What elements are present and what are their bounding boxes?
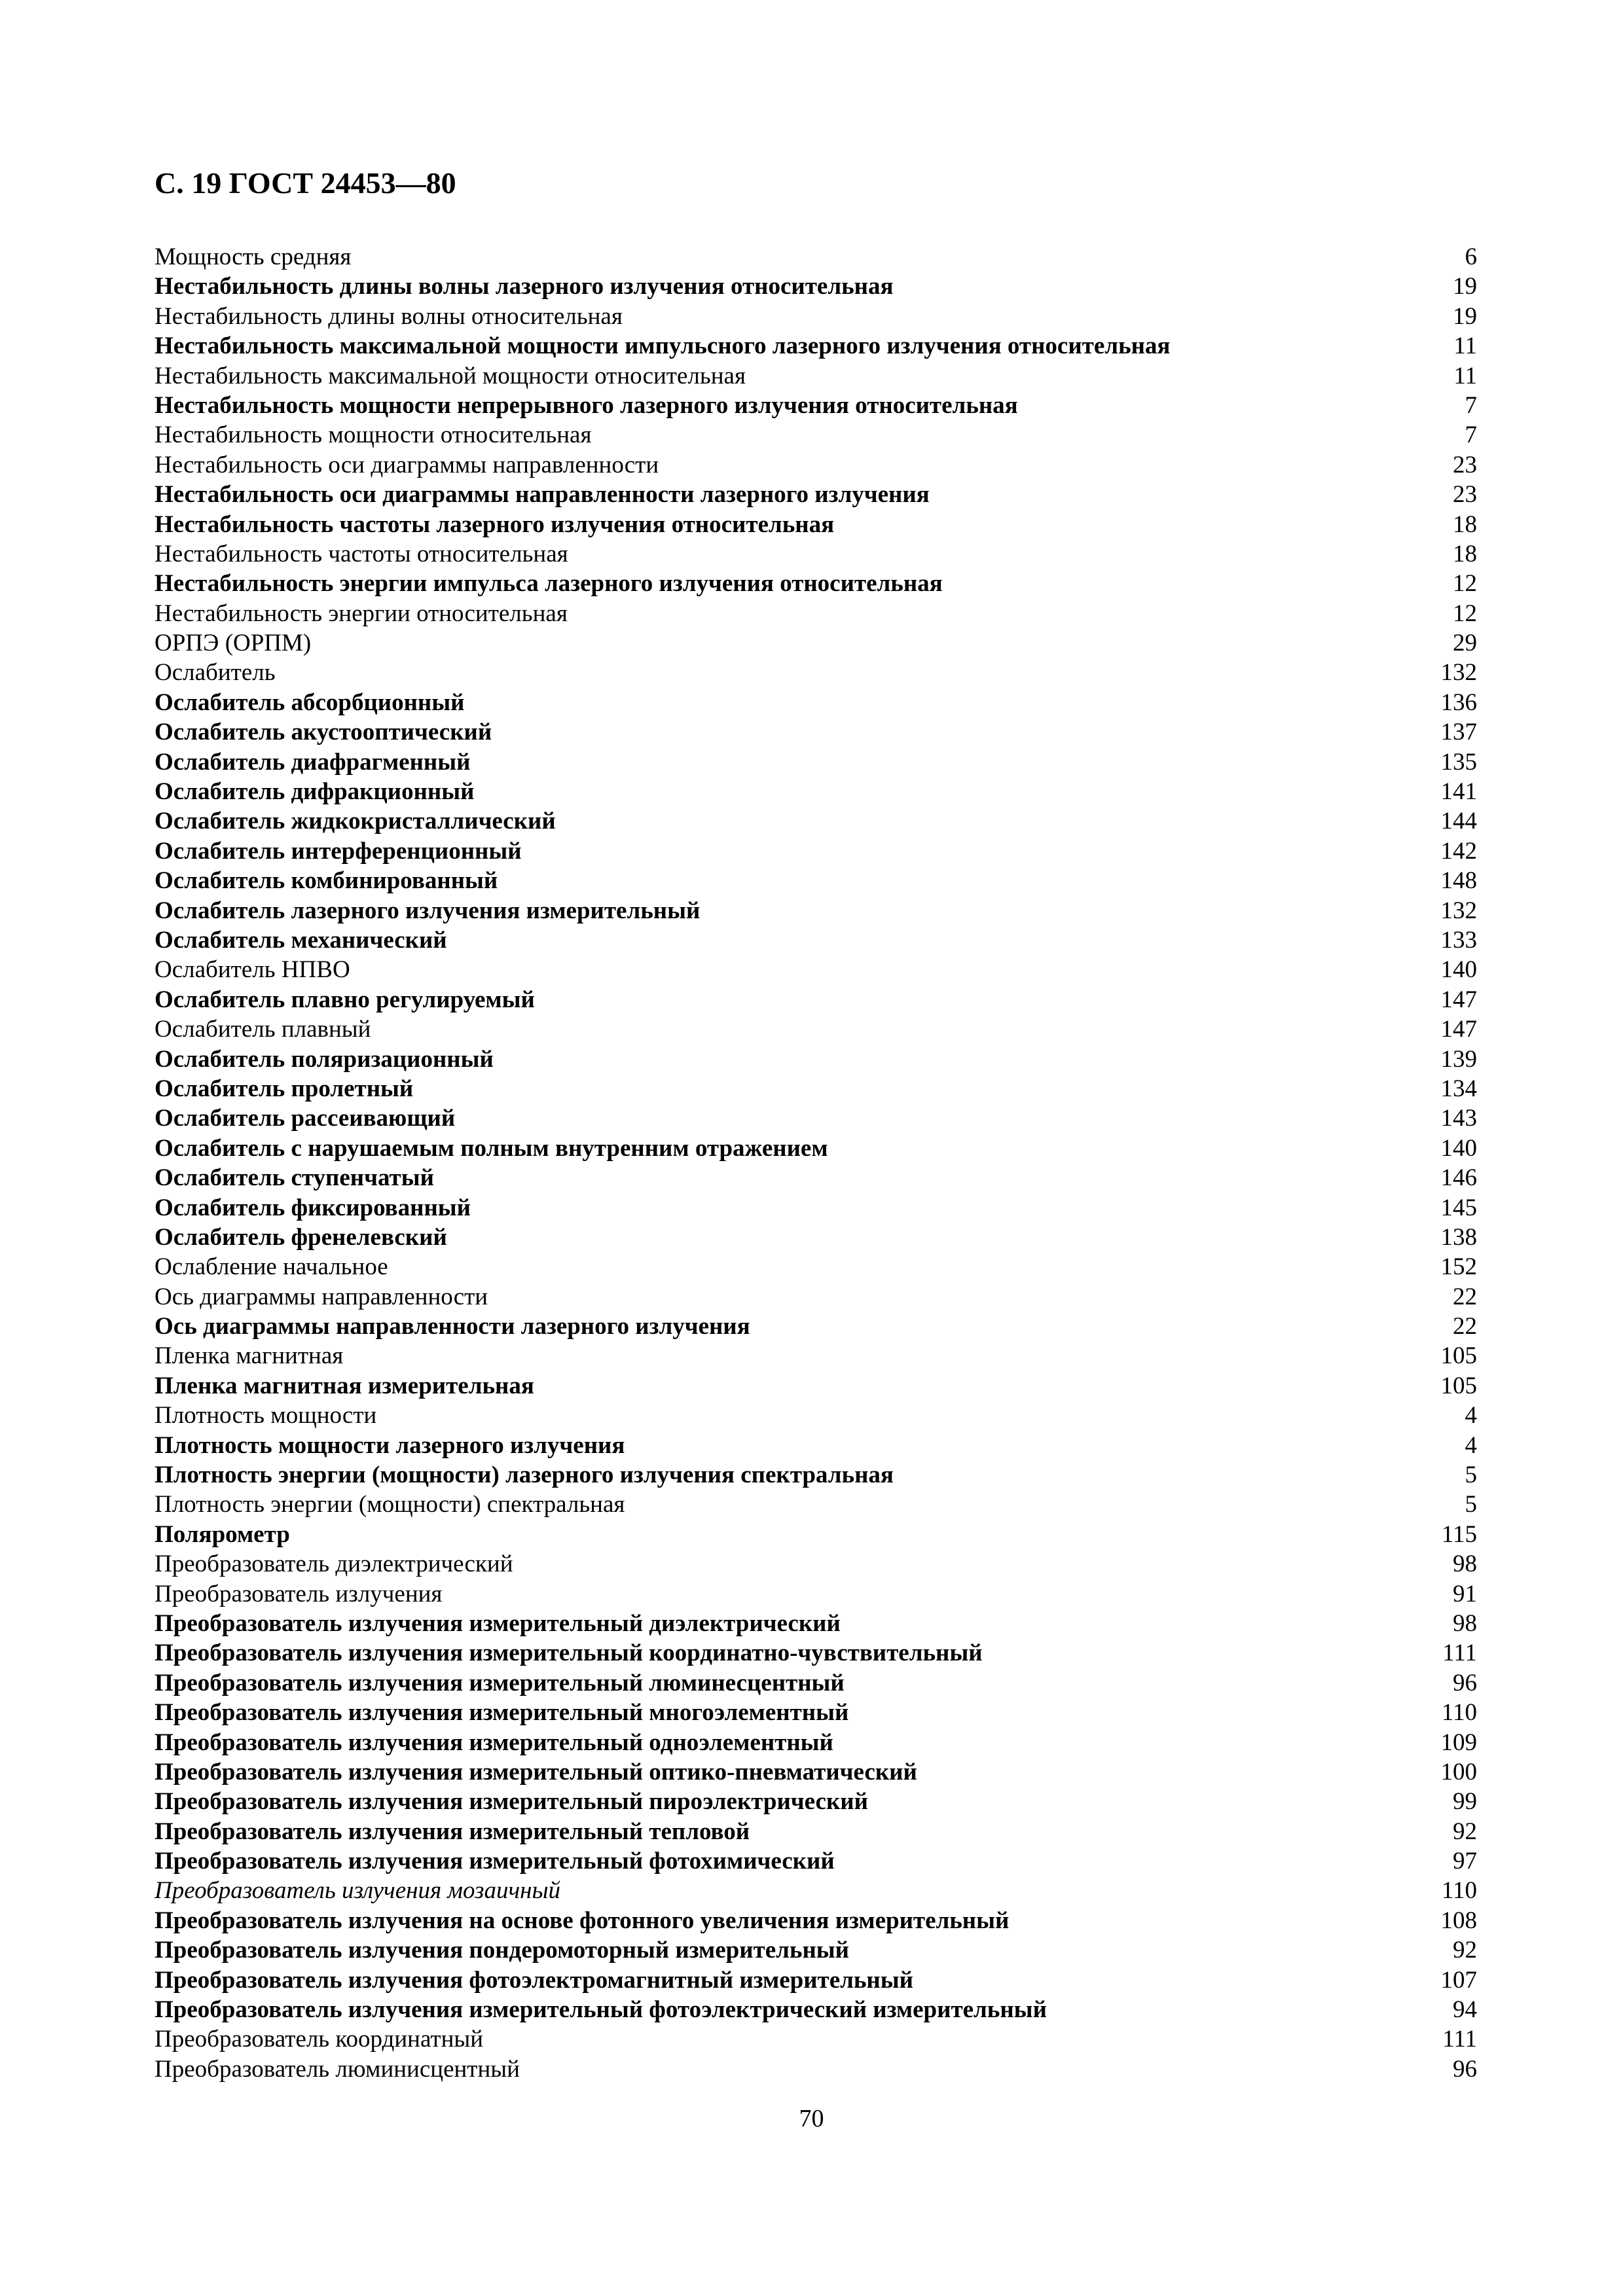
index-page-ref: 144 bbox=[1440, 808, 1477, 835]
index-entry bbox=[155, 1668, 1477, 1698]
index-term: Преобразователь излучения измерительный оптико-пневматический bbox=[155, 1758, 917, 1785]
index-term: Преобразователь координатный bbox=[155, 2026, 484, 2053]
index-page-ref: 5 bbox=[1465, 1462, 1477, 1489]
index-page-ref: 4 bbox=[1465, 1431, 1477, 1459]
index-term: Нестабильность мощности непрерывного лазерного излучения относительная bbox=[155, 391, 1018, 419]
index-entry bbox=[155, 361, 1477, 391]
index-term: Преобразователь излучения bbox=[155, 1580, 443, 1607]
index-entry bbox=[155, 1698, 1477, 1727]
index-entry bbox=[155, 539, 1477, 569]
index-entry bbox=[155, 1965, 1477, 1995]
index-page-ref: 105 bbox=[1440, 1372, 1477, 1399]
index-entry bbox=[155, 1163, 1477, 1193]
page-number: 70 bbox=[799, 2105, 824, 2132]
index-term: Ослабитель плавный bbox=[155, 1016, 371, 1043]
index-page-ref: 115 bbox=[1441, 1520, 1477, 1548]
page-header: С. 19 ГОСТ 24453—80 bbox=[155, 166, 456, 200]
index-term: Преобразователь излучения измерительный пироэлектрический bbox=[155, 1788, 868, 1816]
index-term: Плотность мощности лазерного излучения bbox=[155, 1431, 625, 1459]
index-entry bbox=[155, 1609, 1477, 1638]
index-entry bbox=[155, 2054, 1477, 2084]
index-term: Нестабильность длины волны лазерного излучения относительная bbox=[155, 273, 894, 300]
index-entry bbox=[155, 1787, 1477, 1816]
index-page-ref: 148 bbox=[1440, 867, 1477, 895]
index-term: Ослабитель интерференционный bbox=[155, 837, 522, 865]
index-entry bbox=[155, 1252, 1477, 1282]
index-page-ref: 7 bbox=[1465, 391, 1477, 419]
index-entry bbox=[155, 242, 1477, 272]
index-page-ref: 137 bbox=[1440, 719, 1477, 746]
index-term: Ослабитель диафрагменный bbox=[155, 748, 471, 776]
index-entry bbox=[155, 331, 1477, 361]
index-page-ref: 110 bbox=[1441, 1877, 1477, 1905]
index-page-ref: 147 bbox=[1440, 1016, 1477, 1043]
index-entry bbox=[155, 480, 1477, 509]
index-term: Ослабитель рассеивающий bbox=[155, 1105, 456, 1132]
index-page-ref: 91 bbox=[1453, 1580, 1477, 1607]
index-term: Преобразователь диэлектрический bbox=[155, 1551, 513, 1578]
index-page-ref: 132 bbox=[1440, 659, 1477, 687]
index-term: Преобразователь излучения мозаичный bbox=[155, 1877, 561, 1905]
index-entry bbox=[155, 717, 1477, 747]
index-entry bbox=[155, 1341, 1477, 1371]
index-page-ref: 147 bbox=[1440, 986, 1477, 1013]
index-entry bbox=[155, 628, 1477, 658]
index-term: Пленка магнитная измерительная bbox=[155, 1372, 534, 1399]
index-page-ref: 140 bbox=[1440, 1134, 1477, 1162]
index-term: ОРПЭ (ОРПМ) bbox=[155, 630, 312, 657]
index-page-ref: 152 bbox=[1440, 1253, 1477, 1281]
index-entry bbox=[155, 1995, 1477, 2024]
index-entry bbox=[155, 747, 1477, 777]
index-page-ref: 142 bbox=[1440, 837, 1477, 865]
index-page-ref: 133 bbox=[1440, 926, 1477, 954]
index-page-ref: 111 bbox=[1442, 2026, 1477, 2053]
index-entry bbox=[155, 1014, 1477, 1044]
index-entry bbox=[155, 955, 1477, 984]
index-entry bbox=[155, 985, 1477, 1014]
index-term: Преобразователь излучения измерительный многоэлементный bbox=[155, 1699, 849, 1727]
index-term: Нестабильность максимальной мощности относительная bbox=[155, 362, 746, 389]
index-entry bbox=[155, 866, 1477, 895]
index-entry bbox=[155, 391, 1477, 420]
index-term: Ослабитель абсорбционный bbox=[155, 689, 465, 716]
index-entry bbox=[155, 2024, 1477, 2054]
index-page-ref: 100 bbox=[1440, 1758, 1477, 1785]
index-page-ref: 111 bbox=[1442, 1640, 1477, 1667]
index-term: Нестабильность максимальной мощности импульсного лазерного излучения относительная bbox=[155, 332, 1171, 360]
index-entry bbox=[155, 1401, 1477, 1430]
index-term: Нестабильность мощности относительная bbox=[155, 422, 592, 449]
index-term: Ослабитель фиксированный bbox=[155, 1194, 471, 1221]
index-page-ref: 94 bbox=[1453, 1996, 1477, 2024]
index-entry bbox=[155, 450, 1477, 480]
index-page-ref: 143 bbox=[1440, 1105, 1477, 1132]
index-entry bbox=[155, 1103, 1477, 1133]
index-term: Преобразователь излучения измерительный диэлектрический bbox=[155, 1609, 841, 1637]
index-term: Ослабитель лазерного излучения измерительный bbox=[155, 897, 701, 924]
index-term: Нестабильность энергии импульса лазерного излучения относительная bbox=[155, 570, 943, 598]
index-entry bbox=[155, 1371, 1477, 1401]
index-term: Поляромeтр bbox=[155, 1520, 290, 1548]
index-page-ref: 92 bbox=[1453, 1818, 1477, 1845]
index-entry bbox=[155, 688, 1477, 717]
index-term: Ось диаграммы направленности bbox=[155, 1283, 488, 1310]
index-page-ref: 108 bbox=[1440, 1907, 1477, 1934]
index-term: Ослабитель пролетный bbox=[155, 1075, 414, 1102]
index-page-ref: 132 bbox=[1440, 897, 1477, 924]
index-entry bbox=[155, 1193, 1477, 1223]
index-page-ref: 141 bbox=[1440, 778, 1477, 806]
index-page-ref: 105 bbox=[1440, 1342, 1477, 1370]
index-term: Нестабильность энергии относительная bbox=[155, 600, 568, 627]
index-term: Плотность энергии (мощности) спектральная bbox=[155, 1491, 625, 1518]
index-page-ref: 139 bbox=[1440, 1045, 1477, 1073]
index-entry bbox=[155, 1549, 1477, 1579]
index-entry bbox=[155, 1282, 1477, 1312]
index-entry bbox=[155, 272, 1477, 301]
index-term: Нестабильность частоты относительная bbox=[155, 540, 568, 567]
index-term: Ослабитель ступенчатый bbox=[155, 1164, 434, 1192]
index-page-ref: 11 bbox=[1453, 362, 1477, 389]
index-entry bbox=[155, 1638, 1477, 1668]
index-entry bbox=[155, 1579, 1477, 1609]
index-page-ref: 23 bbox=[1453, 451, 1477, 478]
index-term: Ослабитель с нарушаемым полным внутренним отражением bbox=[155, 1134, 828, 1162]
index-page-ref: 12 bbox=[1453, 600, 1477, 627]
index-page-ref: 18 bbox=[1453, 540, 1477, 567]
index-term: Ослабитель акустооптический bbox=[155, 719, 492, 746]
index-page-ref: 22 bbox=[1453, 1313, 1477, 1340]
index-page-ref: 19 bbox=[1453, 302, 1477, 330]
index-term: Ось диаграммы направленности лазерного излучения bbox=[155, 1313, 750, 1340]
index-list bbox=[155, 242, 1477, 2084]
index-page-ref: 145 bbox=[1440, 1194, 1477, 1221]
index-entry bbox=[155, 1490, 1477, 1519]
index-term: Преобразователь излучения измерительный тепловой bbox=[155, 1818, 750, 1845]
index-page-ref: 98 bbox=[1453, 1551, 1477, 1578]
index-term: Ослабитель НПВО bbox=[155, 956, 350, 984]
index-term: Мощность средняя bbox=[155, 243, 352, 270]
index-page-ref: 135 bbox=[1440, 748, 1477, 776]
index-term: Плотность энергии (мощности) лазерного излучения спектральная bbox=[155, 1462, 894, 1489]
index-page-ref: 18 bbox=[1453, 511, 1477, 538]
index-term: Ослабитель bbox=[155, 659, 276, 687]
index-entry bbox=[155, 569, 1477, 598]
index-term: Ослабитель комбинированный bbox=[155, 867, 498, 895]
index-entry bbox=[155, 1460, 1477, 1490]
index-entry bbox=[155, 1817, 1477, 1846]
index-term: Преобразователь излучения фотоэлектромагнитный измерительный bbox=[155, 1966, 913, 1994]
index-entry bbox=[155, 925, 1477, 955]
index-entry bbox=[155, 836, 1477, 866]
index-entry bbox=[155, 777, 1477, 806]
index-page-ref: 23 bbox=[1453, 481, 1477, 509]
index-entry bbox=[155, 806, 1477, 836]
index-page-ref: 136 bbox=[1440, 689, 1477, 716]
index-term: Ослабление начальное bbox=[155, 1253, 388, 1281]
index-term: Преобразователь излучения на основе фотонного увеличения измерительный bbox=[155, 1907, 1010, 1934]
index-term: Преобразователь излучения измерительный координатно-чувствительный bbox=[155, 1640, 983, 1667]
index-term: Ослабитель механический bbox=[155, 926, 447, 954]
index-term: Преобразователь излучения измерительный фотохимический bbox=[155, 1848, 835, 1875]
index-term: Нестабильность оси диаграммы направленности bbox=[155, 451, 659, 478]
index-entry bbox=[155, 1134, 1477, 1163]
index-term: Ослабитель поляризационный bbox=[155, 1045, 494, 1073]
index-page-ref: 19 bbox=[1453, 273, 1477, 300]
index-entry bbox=[155, 1520, 1477, 1549]
index-term: Пленка магнитная bbox=[155, 1342, 344, 1370]
index-term: Ослабитель плавно регулируемый bbox=[155, 986, 535, 1013]
index-entry bbox=[155, 1876, 1477, 1905]
index-page-ref: 97 bbox=[1453, 1848, 1477, 1875]
index-entry bbox=[155, 1728, 1477, 1757]
index-term: Нестабильность оси диаграммы направленности лазерного излучения bbox=[155, 481, 930, 509]
index-entry bbox=[155, 510, 1477, 539]
index-page-ref: 96 bbox=[1453, 2055, 1477, 2083]
index-page-ref: 140 bbox=[1440, 956, 1477, 984]
index-page-ref: 146 bbox=[1440, 1164, 1477, 1192]
index-page-ref: 11 bbox=[1453, 332, 1477, 360]
index-term: Преобразователь люминисцентный bbox=[155, 2055, 520, 2083]
index-term: Нестабильность частоты лазерного излучения относительная bbox=[155, 511, 835, 538]
index-page-ref: 109 bbox=[1440, 1729, 1477, 1756]
index-page-ref: 29 bbox=[1453, 630, 1477, 657]
index-entry bbox=[155, 1757, 1477, 1787]
index-entry bbox=[155, 896, 1477, 925]
index-entry bbox=[155, 302, 1477, 331]
index-entry bbox=[155, 1045, 1477, 1074]
index-term: Ослабитель френелевский bbox=[155, 1223, 447, 1251]
index-page-ref: 6 bbox=[1465, 243, 1477, 270]
index-term: Нестабильность длины волны относительная bbox=[155, 302, 623, 330]
index-term: Ослабитель дифракционный bbox=[155, 778, 475, 806]
index-entry bbox=[155, 1431, 1477, 1460]
index-term: Плотность мощности bbox=[155, 1402, 377, 1429]
index-page-ref: 107 bbox=[1440, 1966, 1477, 1994]
index-entry bbox=[155, 1906, 1477, 1935]
index-entry bbox=[155, 658, 1477, 687]
index-term: Преобразователь излучения измерительный люминесцентный bbox=[155, 1669, 845, 1696]
index-term: Преобразователь излучения пондеромоторный измерительный bbox=[155, 1937, 849, 1964]
index-page-ref: 7 bbox=[1465, 422, 1477, 449]
index-page-ref: 98 bbox=[1453, 1609, 1477, 1637]
index-entry bbox=[155, 1846, 1477, 1876]
index-term: Преобразователь излучения измерительный одноэлементный bbox=[155, 1729, 833, 1756]
index-page-ref: 12 bbox=[1453, 570, 1477, 598]
index-page-ref: 96 bbox=[1453, 1669, 1477, 1696]
index-page-ref: 22 bbox=[1453, 1283, 1477, 1310]
index-entry bbox=[155, 1312, 1477, 1341]
index-page-ref: 134 bbox=[1440, 1075, 1477, 1102]
index-page-ref: 92 bbox=[1453, 1937, 1477, 1964]
index-page-ref: 138 bbox=[1440, 1223, 1477, 1251]
index-term: Ослабитель жидкокристаллический bbox=[155, 808, 556, 835]
index-entry bbox=[155, 599, 1477, 628]
index-entry bbox=[155, 420, 1477, 450]
index-page-ref: 5 bbox=[1465, 1491, 1477, 1518]
index-entry bbox=[155, 1074, 1477, 1103]
index-entry bbox=[155, 1223, 1477, 1252]
index-page-ref: 99 bbox=[1453, 1788, 1477, 1816]
index-term: Преобразователь излучения измерительный фотоэлектрический измерительный bbox=[155, 1996, 1047, 2024]
index-entry bbox=[155, 1935, 1477, 1965]
index-page-ref: 4 bbox=[1465, 1402, 1477, 1429]
index-page-ref: 110 bbox=[1441, 1699, 1477, 1727]
